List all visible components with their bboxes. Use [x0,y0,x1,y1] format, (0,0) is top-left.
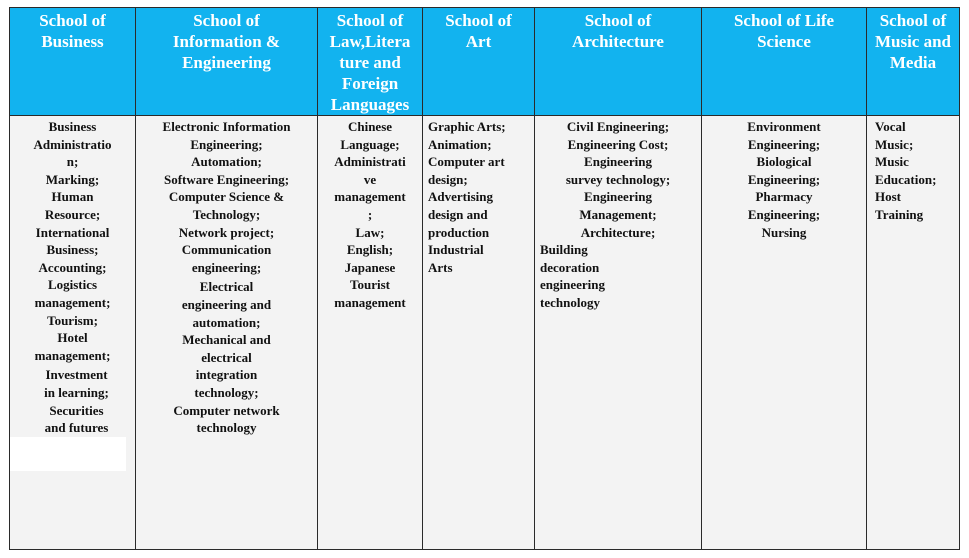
information-majors-large: Electrical engineering and automation; Mechanical and electrical integration technology; Computer network technology [173,279,280,436]
majors-table [9,7,960,550]
cell-law-majors [318,116,423,550]
architecture-majors-centered: Civil Engineering; Engineering Cost; Engineering survey technology; Engineering Management; Architecture; [565,119,671,240]
blank-patch [10,437,126,471]
art-majors: Graphic Arts; Animation; Computer art design; Advertising design and production Industrial Arts [428,119,506,275]
cell-life-science-majors [702,116,867,550]
header-music-media: School of Music and Media [867,8,960,116]
architecture-majors-left: Building decoration engineering technology [540,242,605,310]
header-information-engineering: School of Information & Engineering [136,8,318,116]
header-art: School of Art [423,8,535,116]
law-majors: Chinese Language; Administrati ve management ; Law; English; Japanese Tourist management [334,119,406,310]
majors-row [10,116,960,550]
header-law-literature-languages: School of Law,Litera ture and Foreign Languages [318,8,423,116]
life-science-majors: Environment Engineering; Biological Engineering; Pharmacy Engineering; Nursing [747,119,821,240]
cell-business-majors [10,116,136,550]
cell-information-majors [136,116,318,550]
header-business: School of Business [10,8,136,116]
business-majors-large: Investment in learning; Securities and futures [44,367,109,436]
cell-architecture-majors [535,116,702,550]
music-majors: Vocal Music; Music Education; Host Training [875,119,937,222]
header-architecture: School of Architecture [535,8,702,116]
header-life-science: School of Life Science [702,8,867,116]
cell-music-majors [867,116,960,550]
cell-art-majors [423,116,535,550]
header-row [10,8,960,116]
business-majors-small: Business Administratio n; Marking; Human Resource; International Business; Accounting; Logistics management; Tourism; Hotel management; [33,119,112,363]
information-majors-small: Electronic Information Engineering; Automation; Software Engineering; Computer Science & Technology; Network project; Communication engineering; [162,119,291,275]
